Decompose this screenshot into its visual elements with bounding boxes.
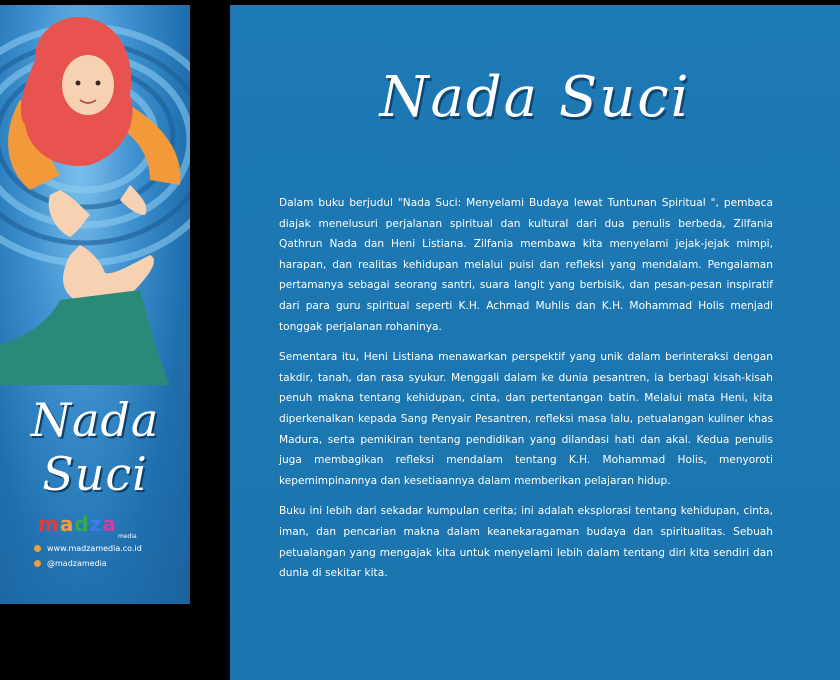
paragraph: Sementara itu, Heni Listiana menawarkan perspektif yang unik dalam berinteraksi dengan takdir, tanah, dan rasa syukur. Menggali dalam ke dunia pesantren, ia berbagi kisah-kisah penuh makna tentang kehidupan, cinta, dan pertentangan batin. Melalui mata Heni, kita diperkenalkan kepada Sang Penyair Pesantren, refleksi masa lalu, petualangan kuliner khas Madura, serta pemikiran tentang pendidikan yang dilandasi hati dan akal. Kedua penulis juga membagikan refleksi mendalam tentang K.H. Mohammad Holis, menyoroti kepemimpinannya dan kesetiaannya dalam memberikan pelajaran hidup. xyxy=(279,351,773,487)
paragraph: Buku ini lebih dari sekadar kumpulan cerita; ini adalah eksplorasi tentang kehidupan, cinta, iman, dan pencarian makna dalam keanekaragaman budaya dan spiritualitas. Sebuah petualangan yang mengajak kita untuk menyelami lebih dalam tentang diri kita sendiri dan dunia di sekitar kita. xyxy=(279,505,773,580)
website-line xyxy=(34,544,142,553)
logo-letter: m xyxy=(38,512,60,536)
social-text: @madzamedia xyxy=(47,559,107,568)
logo-letter: a xyxy=(59,512,75,536)
panel-title: Nada Suci xyxy=(379,65,691,130)
cover-title: Nada Suci xyxy=(30,393,160,501)
logo-subtext: media xyxy=(118,533,137,540)
synopsis-panel xyxy=(230,5,840,680)
paragraph: Dalam buku berjudul "Nada Suci: Menyelami Budaya lewat Tuntunan Spiritual ", pembaca diajak menelusuri perjalanan spiritual dan kultural dari dua penulis berbeda, Zilfania Qathrun Nada dan Heni Listiana. Zilfania membawa kita menyelami jejak-jejak mimpi, harapan, dan realitas kehidupan melalui puisi dan refleksi yang mendalam. Pengalaman pertamanya sebagai seorang santri, suara langit yang berbisik, dan pesan-pesan inspiratif dari para guru spiritual seperti K.H. Achmad Muhlis dan K.H. Mohammad Holis menjadi tonggak perjalanan rohaninya. xyxy=(279,197,773,333)
synopsis-text xyxy=(279,193,773,594)
logo-letter: d xyxy=(74,512,90,536)
globe-icon xyxy=(34,545,41,552)
madza-logo xyxy=(38,512,117,536)
logo-letter: z xyxy=(89,512,103,536)
website-text: www.madzamedia.co.id xyxy=(47,544,142,553)
logo-letter: a xyxy=(102,512,117,536)
book-cover-panel xyxy=(0,5,190,604)
social-line xyxy=(34,559,107,568)
instagram-icon xyxy=(34,560,41,567)
